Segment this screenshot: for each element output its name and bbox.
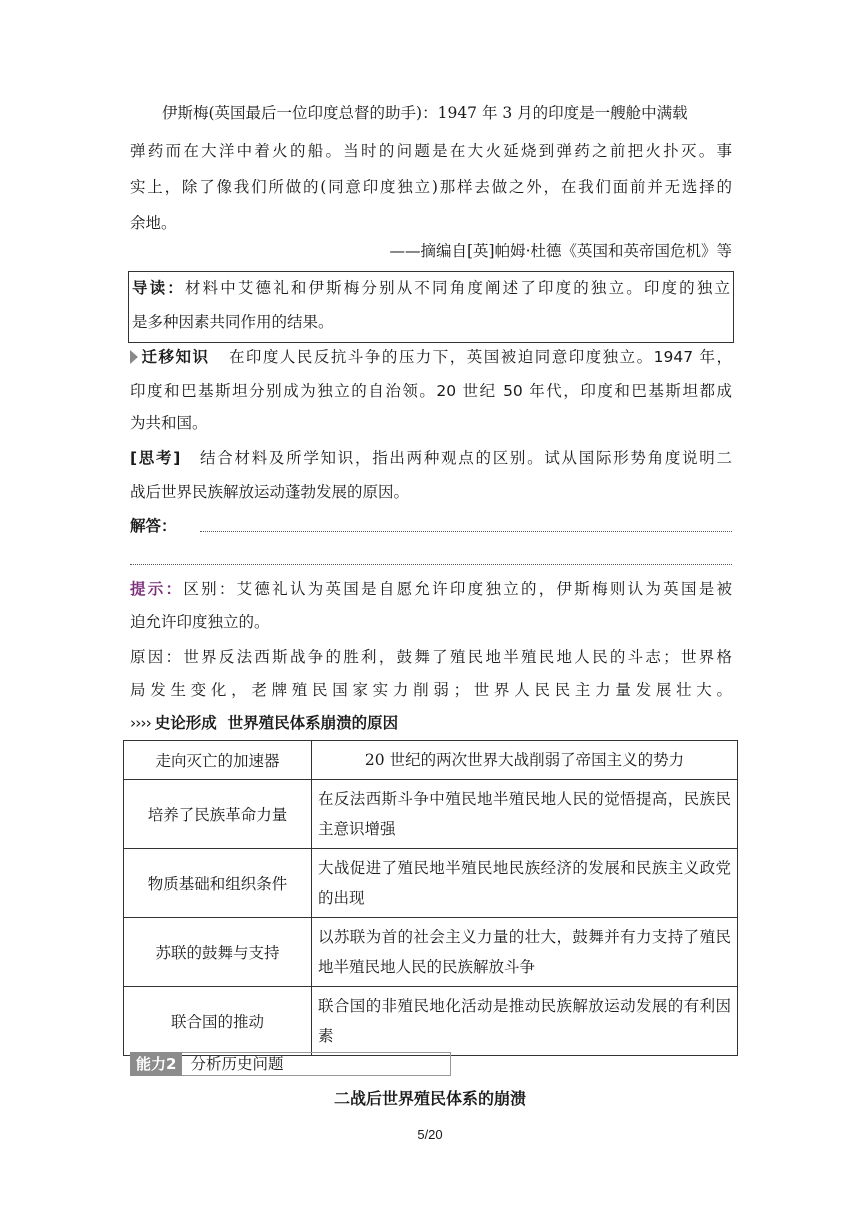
table-cell-factor: 苏联的鼓舞与支持 — [124, 918, 312, 987]
table-cell-desc: 以苏联为首的社会主义力量的壮大，鼓舞并有力支持了殖民地半殖民地人民的民族解放斗争 — [312, 918, 738, 987]
ability-title: 分析历史问题 — [182, 1052, 451, 1076]
guide-line-2: 是多种因素共同作用的结果。 — [132, 313, 334, 331]
table-cell-factor: 走向灭亡的加速器 — [124, 741, 312, 780]
transfer-text-1: 在印度人民反抗斗争的压力下，英国被迫同意印度独立。1947 年， — [227, 348, 732, 366]
table-cell-desc: 联合国的非殖民地化活动是推动民族解放运动发展的有利因素 — [312, 987, 738, 1056]
hint-line-1 — [130, 578, 732, 600]
think-label: [思考] — [130, 449, 181, 467]
answer-label: 解答： — [130, 517, 177, 535]
transfer-line-2: 印度和巴基斯坦分别成为独立的自治领。20 世纪 50 年代，印度和巴基斯坦都成 — [130, 382, 732, 400]
section-heading — [130, 712, 732, 734]
quote-line-2: 弹药而在大洋中着火的船。当时的问题是在大火延烧到弹药之前把火扑灭。事 — [130, 142, 732, 160]
causes-table — [123, 740, 738, 1056]
table-row — [124, 987, 738, 1056]
table-row — [124, 780, 738, 849]
table-cell-desc: 在反法西斯斗争中殖民地半殖民地人民的觉悟提高，民族民主意识增强 — [312, 780, 738, 849]
table-cell-desc: 20 世纪的两次世界大战削弱了帝国主义的势力 — [312, 741, 738, 780]
transfer-label: 迁移知识 — [140, 348, 210, 366]
triangle-marker-icon — [130, 350, 138, 364]
think-line-1 — [130, 447, 732, 469]
answer-line-2[interactable] — [130, 564, 732, 565]
guide-line-1 — [132, 277, 730, 299]
think-line-2: 战后世界民族解放运动蓬勃发展的原因。 — [130, 483, 410, 501]
page-number: 5/20 — [417, 1127, 443, 1142]
ability-tag: 能力2 — [130, 1052, 182, 1076]
subheading: 二战后世界殖民体系的崩溃 — [333, 1089, 526, 1108]
hint-line-3: 原因：世界反法西斯战争的胜利，鼓舞了殖民地半殖民地人民的斗志；世界格 — [130, 648, 732, 666]
table-row — [124, 849, 738, 918]
hint-text-1: 区别：艾德礼认为英国是自愿允许印度独立的，伊斯梅则认为英国是被 — [183, 580, 732, 598]
quote-source: ——摘编自[英]帕姆·杜德《英国和英帝国危机》等 — [389, 242, 732, 260]
hint-label: 提示： — [130, 580, 184, 598]
table-cell-factor: 联合国的推动 — [124, 987, 312, 1056]
ability-banner — [130, 1052, 451, 1076]
quote-line-1: 伊斯梅(英国最后一位印度总督的助手)：1947 年 3 月的印度是一艘舱中满载 — [162, 104, 688, 122]
section-title: 史论形成 世界殖民体系崩溃的原因 — [154, 714, 399, 732]
table-row — [124, 741, 738, 780]
table-cell-factor: 培养了民族革命力量 — [124, 780, 312, 849]
quote-line-4: 余地。 — [130, 214, 177, 232]
hint-line-4: 局发生变化，老牌殖民国家实力削弱；世界人民民主力量发展壮大。 — [130, 681, 732, 699]
table-cell-factor: 物质基础和组织条件 — [124, 849, 312, 918]
guide-label: 导读： — [132, 279, 185, 297]
hint-line-2: 迫允许印度独立的。 — [130, 613, 270, 631]
think-text-1: 结合材料及所学知识，指出两种观点的区别。试从国际形势角度说明二 — [198, 449, 732, 467]
table-cell-desc: 大战促进了殖民地半殖民地民族经济的发展和民族主义政党的出现 — [312, 849, 738, 918]
quote-line-3: 实上，除了像我们所做的(同意印度独立)那样去做之外，在我们面前并无选择的 — [130, 178, 732, 196]
section-arrows-icon: ›››› — [130, 714, 151, 732]
table-row — [124, 918, 738, 987]
transfer-line-3: 为共和国。 — [130, 414, 208, 432]
guide-text-1: 材料中艾德礼和伊斯梅分别从不同角度阐述了印度的独立。印度的独立 — [184, 279, 730, 297]
answer-line-1[interactable] — [200, 531, 732, 532]
transfer-line-1 — [130, 346, 732, 368]
